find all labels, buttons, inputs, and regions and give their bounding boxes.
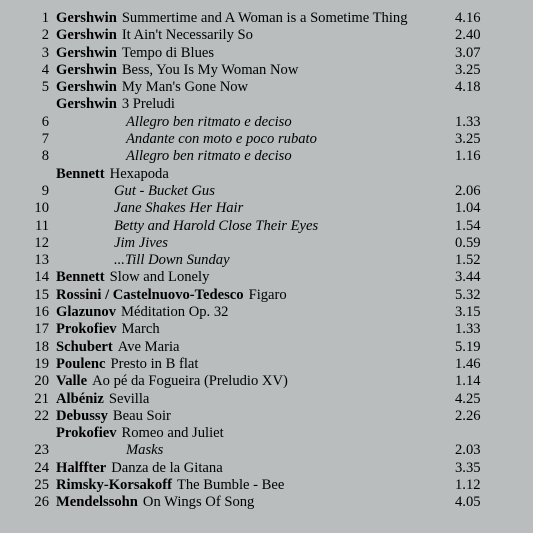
- work-title: Hexapoda: [109, 165, 169, 182]
- movement-title: Betty and Harold Close Their Eyes: [114, 217, 319, 234]
- track-composer: Prokofiev: [56, 425, 117, 442]
- work-title: 3 Preludi: [121, 96, 175, 113]
- work-header-row: [0, 425, 533, 442]
- track-composer: Albéniz: [56, 390, 104, 407]
- track-title: Danza de la Gitana: [111, 459, 223, 476]
- movement-title: Jim Jives: [114, 234, 168, 251]
- track-duration: 3.15: [455, 304, 481, 321]
- track-row: [0, 477, 533, 494]
- track-number: 6: [41, 113, 49, 130]
- movement-row: [0, 200, 533, 217]
- movement-title: Gut - Bucket Gus: [114, 182, 215, 199]
- movement-title: Andante con moto e poco rubato: [126, 131, 317, 148]
- track-number: 12: [34, 234, 49, 251]
- movement-row: [0, 131, 533, 148]
- track-number: 7: [41, 131, 49, 148]
- track-duration: 4.25: [455, 390, 481, 407]
- track-number: 17: [34, 321, 49, 338]
- track-number: 25: [34, 477, 49, 494]
- track-composer: Schubert: [56, 338, 113, 355]
- track-duration: 3.35: [455, 459, 481, 476]
- track-duration: 1.33: [455, 113, 481, 130]
- track-duration: 3.25: [455, 61, 481, 78]
- track-title: Summertime and A Woman is a Sometime Thing: [121, 10, 408, 26]
- track-composer: Rimsky-Korsakoff: [56, 477, 172, 494]
- track-duration: 3.25: [455, 131, 481, 148]
- track-row: [0, 356, 533, 373]
- track-composer: Prokofiev: [56, 321, 117, 338]
- track-number: 22: [34, 407, 49, 424]
- track-composer: Mendelssohn: [56, 494, 138, 511]
- track-row: [0, 269, 533, 286]
- track-row: [0, 494, 533, 511]
- track-row: [0, 391, 533, 408]
- track-title: My Man's Gone Now: [121, 79, 249, 96]
- track-duration: 3.44: [455, 269, 481, 286]
- track-composer: Gershwin: [56, 10, 117, 26]
- track-number: 5: [41, 79, 49, 96]
- movement-row: [0, 218, 533, 235]
- track-composer: Gershwin: [56, 79, 117, 96]
- track-row: [0, 45, 533, 62]
- track-duration: 2.26: [455, 407, 481, 424]
- track-composer: Gershwin: [56, 96, 117, 113]
- track-title: Beau Soir: [112, 407, 171, 424]
- track-row: [0, 373, 533, 390]
- track-composer: Poulenc: [56, 355, 106, 372]
- track-title: Ave Maria: [117, 338, 180, 355]
- track-number: 16: [34, 304, 49, 321]
- track-row: [0, 10, 533, 27]
- track-row: [0, 339, 533, 356]
- track-number: 15: [34, 286, 49, 303]
- movement-row: [0, 252, 533, 269]
- movement-row: [0, 442, 533, 459]
- track-duration: 2.03: [455, 442, 481, 459]
- track-duration: 0.59: [455, 234, 481, 251]
- track-duration: 1.52: [455, 252, 481, 269]
- movement-title: Allegro ben ritmato e deciso: [126, 113, 292, 130]
- track-duration: 1.33: [455, 321, 481, 338]
- track-duration: 1.04: [455, 200, 481, 217]
- track-title: Presto in B flat: [110, 355, 199, 372]
- track-number: 26: [34, 494, 49, 511]
- track-duration: 2.06: [455, 182, 481, 199]
- track-composer: Rossini / Castelnuovo-Tedesco: [56, 286, 244, 303]
- movement-title: ...Till Down Sunday: [114, 252, 230, 269]
- track-title: Tempo di Blues: [121, 44, 215, 61]
- track-number: 23: [34, 442, 49, 459]
- track-number: 1: [41, 10, 49, 26]
- track-composer: Valle: [56, 373, 88, 390]
- track-row: [0, 27, 533, 44]
- track-title: Méditation Op. 32: [121, 304, 229, 321]
- track-title: Figaro: [248, 286, 287, 303]
- track-duration: 5.32: [455, 286, 481, 303]
- track-title: The Bumble - Bee: [176, 477, 285, 494]
- track-row: [0, 408, 533, 425]
- track-row: [0, 460, 533, 477]
- track-title: It Ain't Necessarily So: [121, 27, 253, 44]
- work-title: Romeo and Juliet: [121, 425, 224, 442]
- track-title: Bess, You Is My Woman Now: [121, 61, 299, 78]
- track-number: 20: [34, 373, 49, 390]
- track-duration: 4.05: [455, 494, 481, 511]
- track-number: 11: [34, 217, 49, 234]
- track-number: 18: [34, 338, 49, 355]
- track-number: 19: [34, 355, 49, 372]
- track-number: 14: [34, 269, 49, 286]
- work-header-row: [0, 166, 533, 183]
- track-composer: Glazunov: [56, 304, 117, 321]
- track-row: [0, 287, 533, 304]
- track-number: 21: [34, 390, 49, 407]
- track-title: On Wings Of Song: [142, 494, 255, 511]
- track-composer: Bennett: [56, 165, 105, 182]
- track-number: 8: [41, 148, 49, 165]
- track-title: Ao pé da Fogueira (Preludio XV): [92, 373, 288, 390]
- movement-row: [0, 183, 533, 200]
- movement-row: [0, 114, 533, 131]
- movement-row: [0, 235, 533, 252]
- movement-title: Jane Shakes Her Hair: [114, 200, 244, 217]
- track-duration: 1.54: [455, 217, 481, 234]
- work-header-row: [0, 96, 533, 113]
- track-number: 24: [34, 459, 49, 476]
- movement-title: Allegro ben ritmato e deciso: [126, 148, 292, 165]
- track-composer: Gershwin: [56, 27, 117, 44]
- track-row: [0, 321, 533, 338]
- movement-title: Masks: [126, 442, 164, 459]
- track-row: [0, 62, 533, 79]
- track-duration: 3.07: [455, 44, 481, 61]
- track-number: 10: [34, 200, 49, 217]
- movement-row: [0, 148, 533, 165]
- track-composer: Gershwin: [56, 44, 117, 61]
- track-duration: 1.12: [455, 477, 481, 494]
- track-duration: 4.16: [455, 10, 481, 26]
- track-duration: 4.18: [455, 79, 481, 96]
- track-title: Slow and Lonely: [109, 269, 210, 286]
- track-number: 9: [41, 182, 49, 199]
- track-duration: 1.14: [455, 373, 481, 390]
- track-duration: 1.16: [455, 148, 481, 165]
- track-composer: Debussy: [56, 407, 108, 424]
- track-title: March: [121, 321, 160, 338]
- track-number: 4: [41, 61, 49, 78]
- track-composer: Bennett: [56, 269, 105, 286]
- track-composer: Halffter: [56, 459, 107, 476]
- track-duration: 5.19: [455, 338, 481, 355]
- track-title: Sevilla: [108, 390, 150, 407]
- track-duration: 2.40: [455, 27, 481, 44]
- track-row: [0, 79, 533, 96]
- track-number: 13: [34, 252, 49, 269]
- track-number: 2: [41, 27, 49, 44]
- track-number: 3: [41, 44, 49, 61]
- track-row: [0, 304, 533, 321]
- track-list: [0, 10, 533, 512]
- track-duration: 1.46: [455, 355, 481, 372]
- track-composer: Gershwin: [56, 61, 117, 78]
